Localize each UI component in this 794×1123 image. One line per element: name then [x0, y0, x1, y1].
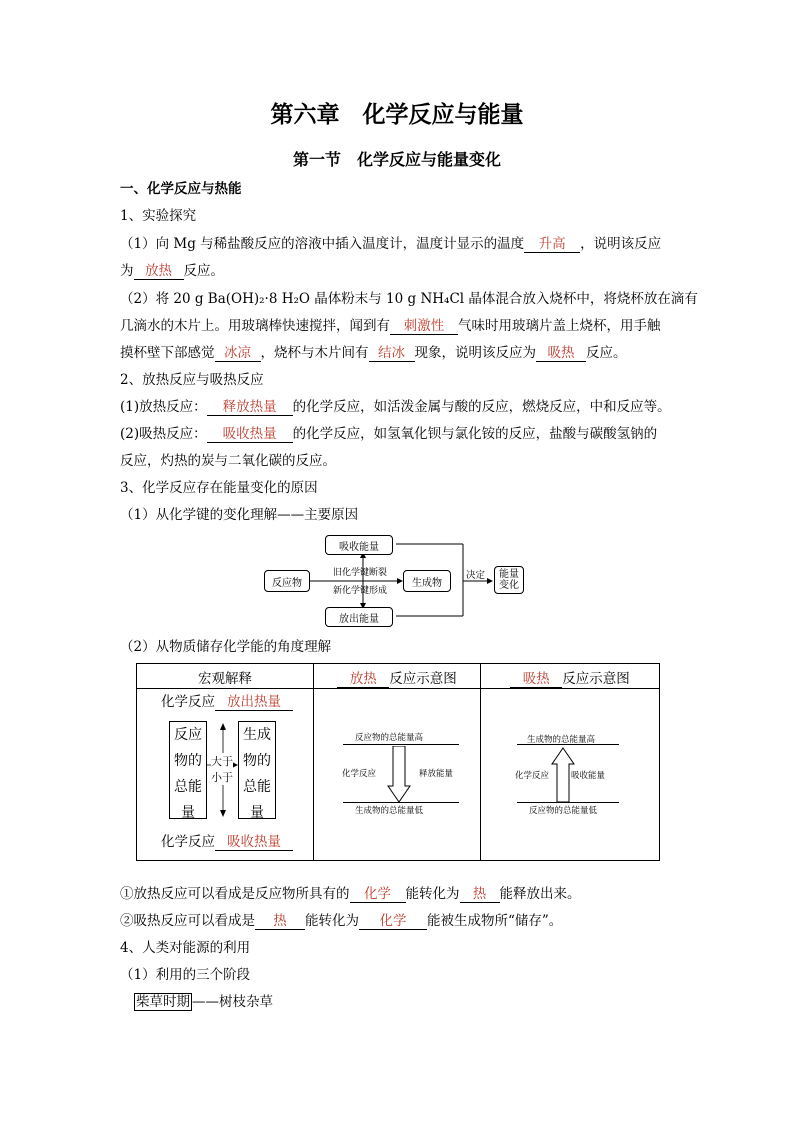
item-energy-cause: 3、化学反应存在能量变化的原因	[120, 480, 318, 496]
endo-absorb-label: 吸收能量	[571, 771, 606, 781]
subitem-storage-view: （2）从物质储存化学能的角度理解	[120, 639, 332, 655]
answer-blank: 升高	[524, 236, 580, 253]
answer-blank: 放热	[134, 263, 184, 280]
exothermic-definition: (1)放热反应： 释放热量 的化学反应，如活泼金属与酸的反应，燃烧反应，中和反应等。	[120, 399, 671, 415]
bond-form-label: 新化学键形成	[333, 586, 388, 596]
exo-down-arrow-icon	[387, 746, 411, 804]
answer-blank: 化学	[359, 913, 427, 930]
table-divider	[137, 688, 659, 689]
exo-high-label: 反应物的总能量高	[355, 733, 424, 743]
item-energy-use: 4、人类对能源的利用	[120, 940, 251, 956]
item-exo-endo: 2、放热反应与吸热反应	[120, 372, 264, 388]
answer-blank: 吸热	[510, 671, 562, 688]
greater-label: 大于	[211, 755, 233, 768]
reactant-box: 反应物	[264, 570, 310, 592]
decide-label: 决定	[466, 570, 486, 581]
answer-blank: 热	[460, 886, 500, 903]
subitem-three-stages: （1）利用的三个阶段	[120, 967, 251, 983]
answer-blank: 放热	[337, 671, 389, 688]
answer-blank: 吸收热量	[207, 426, 293, 443]
exo-low-label: 生成物的总能量低	[355, 806, 424, 816]
answer-blank: 化学	[350, 886, 406, 903]
exo-bottom-level	[343, 802, 459, 803]
table-divider	[313, 664, 314, 860]
product-box: 生成物	[403, 570, 451, 592]
energy-change-box: 能量变化	[494, 566, 524, 594]
exo-release-label: 释放能量	[419, 769, 454, 779]
header-macro: 宏观解释	[198, 671, 252, 687]
note-exothermic: ①放热反应可以看成是反应物所具有的 化学 能转化为 热 能释放出来。	[120, 886, 581, 902]
answer-blank: 结冰	[369, 345, 415, 362]
answer-blank: 放出热量	[215, 694, 293, 711]
release-energy-box: 放出能量	[325, 607, 393, 627]
endo-reaction-label: 化学反应	[515, 771, 550, 781]
paragraph-2-line-3: 摸杯壁下部感觉 冰凉 ，烧杯与木片间有 结冰 现象，说明该反应为 吸热 反应。	[120, 345, 627, 361]
endothermic-definition-cont: 反应，灼热的炭与二氧化碳的反应。	[120, 453, 336, 469]
product-total-box: 生成物的总能量	[238, 721, 276, 819]
reactant-total-box: 反应物的总能量	[169, 721, 207, 819]
exo-top-level	[343, 744, 459, 745]
exo-reaction-label: 化学反应	[342, 769, 377, 779]
answer-blank: 热	[255, 913, 305, 930]
answer-blank: 冰凉	[215, 345, 261, 362]
paragraph-1-line-1: （1）向 Mg 与稀盐酸反应的溶液中插入温度计，温度计显示的温度 升高 ，说明该反应	[120, 236, 662, 252]
answer-blank: 吸收热量	[215, 834, 293, 851]
paragraph-2-line-1: （2）将 20 g Ba(OH)₂·8 H₂O 晶体粉末与 10 g NH₄Cl 晶体混合放入烧杯中，将烧杯放在滴有	[120, 291, 698, 307]
absorb-energy-box: 吸收能量	[325, 535, 393, 555]
energy-table	[136, 663, 660, 861]
macro-top: 化学反应 放出热量	[161, 693, 293, 711]
answer-blank: 释放热量	[207, 399, 293, 416]
header-endo: 吸热 反应示意图	[481, 667, 659, 688]
era-box: 柴草时期	[136, 994, 190, 1010]
item-experiment: 1、实验探究	[120, 208, 197, 224]
endo-low-label: 反应物的总能量低	[529, 806, 598, 816]
endothermic-definition: (2)吸热反应： 吸收热量 的化学反应，如氢氧化钡与氯化铵的反应，盐酸与碳酸氢钠的	[120, 426, 658, 442]
paragraph-1-line-2: 为 放热 反应。	[120, 263, 224, 279]
note-endothermic: ②吸热反应可以看成是 热 能转化为 化学 能被生成物所“储存”。	[120, 913, 563, 929]
heading-thermal: 一、化学反应与热能	[120, 181, 242, 197]
macro-bottom: 化学反应 吸收热量	[161, 833, 293, 851]
answer-blank: 刺激性	[390, 318, 458, 335]
table-divider	[480, 664, 481, 860]
endo-bottom-level	[517, 802, 619, 803]
endo-high-label: 生成物的总能量高	[527, 735, 596, 745]
answer-blank: 吸热	[536, 345, 586, 362]
subitem-bond-view: （1）从化学键的变化理解——主要原因	[120, 507, 359, 523]
chapter-title: 第六章 化学反应与能量	[270, 102, 524, 128]
header-exo: 放热 反应示意图	[314, 667, 480, 688]
less-label: 小于	[211, 771, 233, 784]
stage-firewood: 柴草时期 ——树枝杂草	[136, 994, 273, 1010]
section-title: 第一节 化学反应与能量变化	[292, 150, 501, 169]
bond-break-label: 旧化学键断裂	[333, 568, 388, 578]
endo-top-level	[517, 744, 619, 745]
paragraph-2-line-2: 几滴水的木片上。用玻璃棒快速搅拌，闻到有 刺激性 气味时用玻璃片盖上烧杯，用手触	[120, 318, 661, 334]
